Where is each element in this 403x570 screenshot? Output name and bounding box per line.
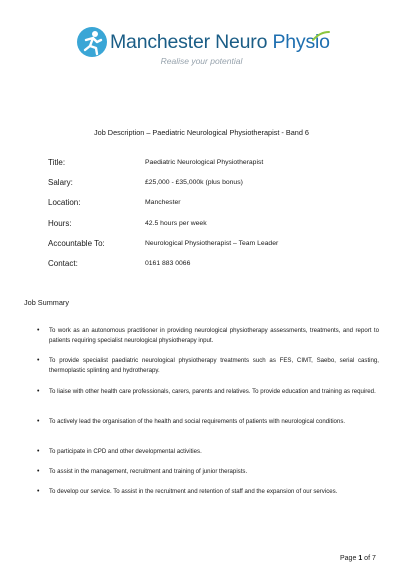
field-value-accountable-to: Neurological Physiotherapist – Team Leader bbox=[145, 240, 279, 247]
page-word: Page bbox=[340, 555, 357, 562]
list-item: To assist in the management, recruitment and training of junior therapists. bbox=[49, 468, 248, 475]
page-of: of bbox=[364, 555, 371, 562]
field-label-title: Title: bbox=[48, 158, 66, 167]
field-value-hours: 42.5 hours per week bbox=[145, 220, 207, 227]
brand-name-main: Manchester Neuro bbox=[110, 31, 268, 53]
field-value-title: Paediatric Neurological Physiotherapist bbox=[145, 159, 264, 166]
bullet-icon: • bbox=[37, 488, 40, 495]
field-value-location: Manchester bbox=[145, 199, 181, 206]
brand-name bbox=[110, 31, 330, 54]
bullet-icon: • bbox=[37, 468, 40, 475]
document-title: Job Description – Paediatric Neurological Physiotherapist - Band 6 bbox=[94, 128, 309, 137]
swoosh-icon bbox=[312, 30, 330, 42]
list-item: To provide specialist paediatric neurological physiotherapy treatments such as FES, CIMT, Saebo, serial casting, thermoplastic splinting and hydrotherapy. bbox=[49, 357, 379, 375]
bullet-icon: • bbox=[37, 418, 40, 425]
page-current: 1 bbox=[358, 555, 363, 562]
page-number bbox=[340, 555, 376, 562]
list-item: To work as an autonomous practitioner in providing neurological physiotherapy assessments, treatments, and report to patients requiring specialist neurological physiotherapy input. bbox=[49, 327, 379, 345]
bullet-icon: • bbox=[37, 448, 40, 455]
list-item: To liaise with other health care professionals, carers, parents and relatives. To provide education and training as required. bbox=[49, 388, 376, 395]
field-value-contact: 0161 883 0066 bbox=[145, 260, 191, 267]
list-item: To develop our service. To assist in the recruitment and retention of staff and the expansion of our services. bbox=[49, 488, 338, 495]
list-item: To participate in CPD and other developmental activities. bbox=[49, 448, 202, 455]
bullet-icon: • bbox=[37, 327, 40, 334]
company-logo bbox=[76, 26, 336, 60]
page-total: 7 bbox=[371, 555, 376, 562]
field-label-location: Location: bbox=[48, 198, 81, 207]
field-label-hours: Hours: bbox=[48, 219, 72, 228]
bullet-icon: • bbox=[37, 388, 40, 395]
brand-name-accent: Physio bbox=[272, 31, 330, 53]
job-summary-heading: Job Summary bbox=[24, 298, 70, 307]
field-label-contact: Contact: bbox=[48, 259, 78, 268]
field-value-salary: £25,000 - £35,000k (plus bonus) bbox=[145, 179, 243, 186]
list-item: To actively lead the organisation of the health and social requirements of patients with neurological conditions. bbox=[49, 418, 346, 425]
field-label-accountable-to: Accountable To: bbox=[48, 239, 105, 248]
bullet-icon: • bbox=[37, 357, 40, 364]
tagline: Realise your potential bbox=[160, 56, 243, 66]
runner-logo-icon bbox=[76, 26, 108, 58]
field-label-salary: Salary: bbox=[48, 178, 73, 187]
